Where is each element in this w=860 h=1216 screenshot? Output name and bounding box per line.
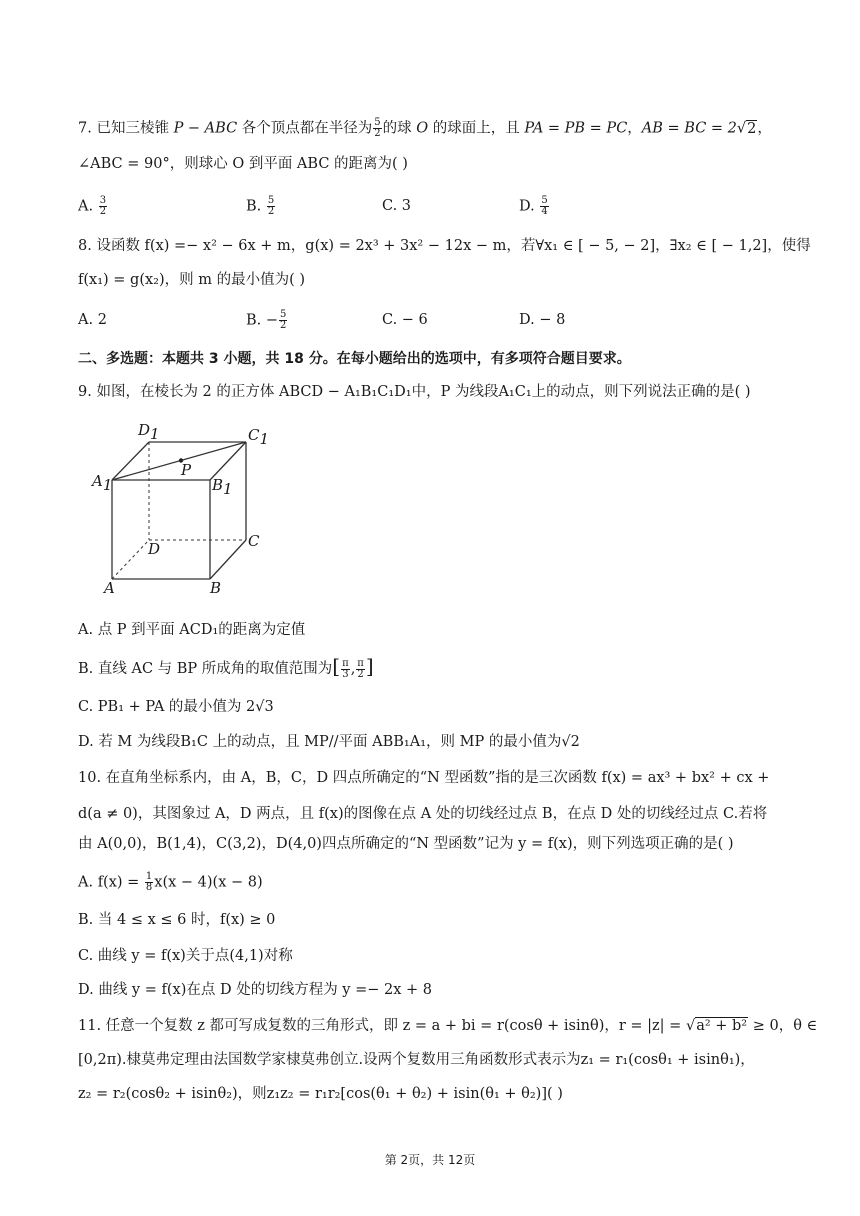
label-A1: A1 xyxy=(92,472,113,494)
opt-label: D. xyxy=(519,198,540,215)
q7-option-d xyxy=(519,196,550,217)
opt-fraction xyxy=(267,196,275,217)
section-heading-multiple-choice: 二、多选题：本题共 3 小题，共 18 分。在每小题给出的选项中，有多项符合题目要求。 xyxy=(78,351,631,367)
q11-line1 xyxy=(78,1016,817,1036)
frac-den: 2 xyxy=(99,206,107,217)
sqrt-sign: √ xyxy=(685,1018,696,1034)
frac-num: 1 xyxy=(145,871,153,882)
frac-den: 2 xyxy=(357,668,364,680)
q7-text: 的球面上，且 xyxy=(428,120,525,137)
q7-text: ， xyxy=(757,120,772,137)
frac-num: 3 xyxy=(99,195,107,206)
q11-line3: z₂ = r₂(cosθ₂ + isinθ₂)，则z₁z₂ = r₁r₂[cos(θ₁ + θ₂) + isin(θ₁ + θ₂)]( ) xyxy=(78,1086,563,1102)
q10-option-b: B. 当 4 ≤ x ≤ 6 时，f(x) ≥ 0 xyxy=(78,912,276,928)
q7-line2: ∠ABC = 90°，则球心 O 到平面 ABC 的距离为( ) xyxy=(78,156,408,172)
frac-den: 4 xyxy=(541,206,548,217)
opt-label: B. xyxy=(246,198,266,215)
q7-text: ， xyxy=(627,120,642,137)
label-B1: B1 xyxy=(212,476,233,498)
label-C: C xyxy=(248,532,260,550)
q7-option-a xyxy=(78,196,108,217)
opt-label: A. xyxy=(78,198,98,215)
q9-option-a: A. 点 P 到平面 ACD₁的距离为定值 xyxy=(78,622,306,638)
opt-fraction xyxy=(145,872,153,893)
q8-option-d: D. − 8 xyxy=(519,312,566,328)
frac-den: 2 xyxy=(280,320,287,331)
edge-B-C xyxy=(210,540,246,579)
q9-option-b: B. 直线 AC 与 BP 所成角的取值范围为[ $\frac{\pi}{3}$ , $\frac{\pi}{2}$ ] xyxy=(78,654,374,680)
q7-option-b xyxy=(246,196,276,217)
sqrt-body: a² + b² xyxy=(696,1018,748,1034)
q10-line3: 由 A(0,0)，B(1,4)，C(3,2)，D(4,0)四点所确定的“N 型函数”记为 y = f(x)，则下列选项正确的是( ) xyxy=(78,836,734,852)
frac-num: π xyxy=(342,657,349,669)
hidden-edge-A-D xyxy=(112,540,149,579)
opt-text: B. 直线 AC 与 BP 所成角的取值范围为 xyxy=(78,661,333,677)
q7-expr: AB = BC = 2 xyxy=(641,120,737,137)
q7-radius-fraction xyxy=(373,118,381,139)
opt-fraction xyxy=(540,196,548,217)
label-P: P xyxy=(181,461,192,479)
q8-option-b xyxy=(246,310,288,331)
q9-option-c: C. PB₁ + PA 的最小值为 2√3 xyxy=(78,699,274,715)
opt-fraction xyxy=(279,310,287,331)
q7-expr: PA = PB = PC xyxy=(524,120,628,137)
opt-fraction xyxy=(99,196,107,217)
opt-fraction xyxy=(341,659,350,680)
bracket: ] xyxy=(365,654,374,678)
frac-den: 2 xyxy=(267,206,275,217)
frac-num: 5 xyxy=(267,195,275,206)
q8-line1: 8. 设函数 f(x) =− x² − 6x + m，g(x) = 2x³ + 3x² − 12x − m，若∀x₁ ∈ [ − 5, − 2]，∃x₂ ∈ [ − 1,2]，使得 xyxy=(78,238,811,254)
bracket: [ xyxy=(332,654,341,678)
q11-line2: [0,2π).棣莫弗定理由法国数学家棣莫弗创立.设两个复数用三角函数形式表示为z₁ = r₁(cosθ₁ + isinθ₁)， xyxy=(78,1052,755,1068)
frac-num: 5 xyxy=(541,195,548,206)
opt-label: B. − xyxy=(246,312,279,329)
q7-expr: P − ABC xyxy=(173,120,238,137)
q9-stem: 9. 如图，在棱长为 2 的正方体 ABCD − A₁B₁C₁D₁中，P 为线段A₁C₁上的动点，则下列说法正确的是( ) xyxy=(78,384,751,400)
frac-num: π xyxy=(357,657,364,669)
label-C1: C1 xyxy=(248,426,270,448)
q10-option-d: D. 曲线 y = f(x)在点 D 处的切线方程为 y =− 2x + 8 xyxy=(78,982,433,998)
frac-den: 8 xyxy=(145,882,153,893)
page-footer: 第 2页，共 12页 xyxy=(384,1153,476,1167)
q10-option-c: C. 曲线 y = f(x)关于点(4,1)对称 xyxy=(78,948,293,964)
q7-text: 各个顶点都在半径为 xyxy=(237,120,373,137)
q7-line1 xyxy=(78,118,772,139)
sqrt-sign: √ xyxy=(736,120,747,137)
q7-option-c: C. 3 xyxy=(382,198,412,214)
q7-expr: O xyxy=(416,120,429,137)
opt-fraction xyxy=(356,659,365,680)
frac-den: 3 xyxy=(342,668,349,680)
q9-option-d: D. 若 M 为线段B₁C 上的动点，且 MP//平面 ABB₁A₁，则 MP 的最小值为√2 xyxy=(78,734,580,750)
q10-line1: 10. 在直角坐标系内，由 A，B，C，D 四点所确定的“N 型函数”指的是三次函数 f(x) = ax³ + bx² + cx + xyxy=(78,770,770,786)
cube-figure xyxy=(86,418,276,598)
q8-option-a: A. 2 xyxy=(78,312,107,328)
q7-text: 的球 xyxy=(382,120,417,137)
frac-num: 5 xyxy=(280,309,287,320)
opt-text: x(x − 4)(x − 8) xyxy=(154,874,263,891)
sqrt-body: 2 xyxy=(747,120,757,137)
label-D: D xyxy=(148,540,161,558)
q10-line2: d(a ≠ 0)，其图象过 A，D 两点，且 f(x)的图像在点 A 处的切线经过点 B，在点 D 处的切线经过点 C.若将 xyxy=(78,806,768,822)
q8-line2: f(x₁) = g(x₂)，则 m 的最小值为( ) xyxy=(78,272,306,288)
frac-num: 5 xyxy=(374,117,381,128)
q7-text: 7. 已知三棱锥 xyxy=(78,120,174,137)
q10-option-a xyxy=(78,872,263,893)
q11-text: ≥ 0，θ ∈ xyxy=(748,1018,818,1034)
opt-text: A. f(x) = xyxy=(78,874,144,891)
q11-text: 11. 任意一个复数 z 都可写成复数的三角形式，即 z = a + bi = r(cosθ + isinθ)，r = |z| = xyxy=(78,1018,686,1034)
label-A: A xyxy=(104,579,115,597)
label-D1: D1 xyxy=(138,421,160,443)
q8-option-c: C. − 6 xyxy=(382,312,428,328)
label-B: B xyxy=(210,579,222,597)
frac-den: 2 xyxy=(374,128,381,139)
